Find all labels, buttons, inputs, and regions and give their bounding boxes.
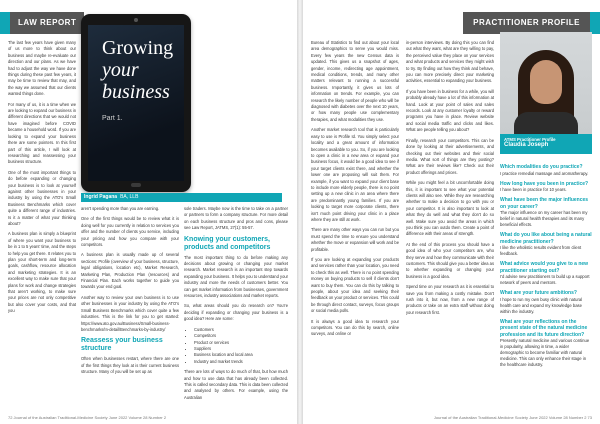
qa-question: What have been the major influences on your career? <box>500 197 589 210</box>
paragraph: A business plan is simply a blueprint of where you want your business to be in 1 to 5 years' time, and the steps to help you get there. It relates you to plan your short-term and long-term goals, cashflow, resource allocation and marketing strategies. It is an excellent way to make sure that your plans for work and change strategies that aren't working, to make sure your prices are not only competitive but also cover your costs, and that you <box>8 231 76 314</box>
photo-body <box>514 112 578 134</box>
paragraph: Spend time on your research as it is essential to save you from making a costly mistake. Don't rush into it, but now, from a new range of products or take on an extra staff without doing your research first. <box>406 284 494 315</box>
paragraph: Another market research tool that is particularly easy to use is Profile Id. You simply select your locality and a great amount of information becomes available to you. So, if you are looking to open a clinic in a new area or expand your business focus, it would be a good idea to see if your target clients exist there, and whether the lower one are proposing will suit them. For example, if you want to expand your client base to include more elderly people, there is no point setting up a new clinic in an area where there are predominantly young families. If you are looking to target more corporate clients, there isn't much point driving your clinic in a place where they are still at work. <box>311 127 399 222</box>
qa-question: How long have you been in practice? <box>500 180 589 187</box>
paragraph: It is always a good idea to research your competitors. You can do this by search, online surveys, and online or <box>311 318 399 337</box>
byline-credentials: BA, LLB <box>120 194 139 200</box>
right-column-2 <box>406 40 494 320</box>
paragraph: Bureau of Statistics to find out about your local area demographics to serve you would miss. Every few years the new Census data is updated. This gives us a snapshot of ages, gender, income, redirecting age appointment, medical conditions, trends, and many other matters relevant to running a successful business. Importantly, it gives us lots of information on trends. For example, you can research the likely number of people who will be diagnosed with diabetes over the next 10 years, or how many people use complementary therapies, and what modalities they use. <box>311 40 399 122</box>
hero-part: Part 1. <box>102 115 123 122</box>
tablet-home-button <box>131 183 141 187</box>
section-tag-label: PRACTITIONER PROFILE <box>463 12 590 34</box>
profile-qa <box>500 160 592 368</box>
qa-answer: Presently natural medicine and various continue in popularity, allowing in time, a wider demographic to become familiar with natural medicine. This can only enhance their stage in the healthcare industry. <box>500 338 590 367</box>
byline <box>81 193 282 202</box>
qa-answer: The major influence on my career has been my belief in natural health therapies and its many beneficial effects. <box>500 210 588 227</box>
qa-question: What advice would you give to a new practitioner starting out? <box>500 261 589 274</box>
list-item: • Suppliers <box>194 346 288 352</box>
paragraph: One of the first things would be to review what it is doing well for you currently in relation to services you offer and the number of clients you service, including your pricing and how you compare with your competitors. <box>81 216 179 248</box>
tag-accent-tab <box>590 12 600 34</box>
paragraph: Often when businesses restart, where there are one of the first things they look at is their current business structure. Many of you will be set up as <box>81 356 179 375</box>
section-heading: Reassess your business structure <box>81 337 163 353</box>
section-tag-practitioner-profile <box>463 12 600 34</box>
paragraph: There are lots of ways to do much of that, but how much and how to use data that has already been collected. This is called secondary data. This is data been collected and analysed by others. For example, using the Australian <box>184 369 288 400</box>
list-item: • Product or services <box>194 340 288 346</box>
paragraph: A business plan is usually made up of several sections: Profile (overview of your business, structure, legal obligations, location etc), Market Research, Marketing Plan, Production Plan (resources) and Financial Plan. Each works together to guide you towards your end goal. <box>81 252 179 290</box>
qa-answer: I'd advise new practitioners to build up a support network of peers and mentors. <box>500 274 590 285</box>
hero-title-line3: business <box>102 81 170 103</box>
hero-tablet-image <box>81 14 191 192</box>
hero-title-line2: your <box>102 59 139 81</box>
paragraph: For many of us, it is a time when we are looking to expand our business in different directions that we would not have imagined before COVID became a household word. If you are looking to expand your business there are some pointers. In this first part of this article, I will look at researching and reassessing your business structure. <box>8 101 76 165</box>
hero-title <box>102 37 173 103</box>
qa-question: Which modalities do you practice? <box>500 164 583 170</box>
qa-question: What are your future ambitions? <box>500 290 577 296</box>
section-heading: Knowing your customers, products and competitors <box>184 235 271 251</box>
paragraph: The most important thing to do before making any decisions about growing or changing your market research. Market research is an important step towards expanding your business. It helps you to understand your industry and more the needs of customers better. You can get market information from businesses, government resources, industry associations and market reports. <box>184 254 288 299</box>
paragraph: Finally, research your competitors. This can be done by looking at their advertisements, and checking out their websites and their social media. What sort of things are they posting? What are their reviews like? Check out their product offerings and prices. <box>406 137 494 175</box>
paragraph: So, what areas should you do research on? You're deciding if expanding or changing your business is a good idea? Here are some: <box>184 303 288 322</box>
list-item: • Customers <box>194 327 288 333</box>
paragraph: If you have been in business for a while, you will probably already have a lot of this information at hand. Look at your point of sales and sales records. Look at any customer loyalty or reward programs you have in place. Review website and social media traffic and clicks and likes. What are people telling you about? <box>406 88 494 133</box>
tag-accent-tab <box>0 12 10 34</box>
paragraph: One of the most important things to do before expanding or changing your business is to look at yourself against other businesses in your industry by using the ATO's Small Business Benchmarks which cover quite a different range of industries. Is it a matter of what your thinking about? <box>8 169 76 226</box>
paragraph: in-person interviews. By doing this you can find out what they want, what are they willing to pay, the perceived value they place on your services and what products and services they might wish to try. By finding out how they think and behave, you can more precisely direct your marketing activities, essential to expanding your business. <box>406 40 494 84</box>
qa-answer: I hope to run my own busy clinic with natural health care and expand my knowledge base within the industry. <box>500 296 583 314</box>
qa-answer: I like the wholistic results evident from client feedback. <box>500 245 582 256</box>
left-column-1 <box>8 40 76 319</box>
paragraph: aren't spending more than you are earning. <box>81 206 160 211</box>
section-tag-label: LAW REPORT <box>10 12 84 34</box>
paragraph: There are many other ways you can run but you must spend the time to ensure you understand whether the move or expansion will work and be profitable. <box>311 227 399 252</box>
profile-caption <box>500 134 592 154</box>
paragraph: The last few years have given many of us more to think about our business and maybe re-evaluate our direction and our plans. As we have had to adjust the way we have done things during these past few years, it may be time to review that may, and the way we assumed that our clients wanted things done. <box>8 40 76 97</box>
list-item: • Business location and local area <box>194 352 288 358</box>
qa-question: What are your reflections on the present state of the natural medicine profession and its future direction? <box>500 318 588 338</box>
list-item: • Industry and market trends <box>194 359 288 365</box>
profile-label: ATMS Practitioner Profile <box>504 137 556 142</box>
paragraph: At the end of this process you should have a good idea of who your competitors are, who they serve and how they communicate with their customers. This should give you a better idea as to whether expanding or changing your business is a good idea. <box>406 241 494 279</box>
right-column-1 <box>311 40 399 342</box>
hero-title-line1: Growing <box>102 37 174 59</box>
qa-answer: I have been in practice for 10 years. <box>500 187 567 192</box>
research-list <box>184 327 288 365</box>
paragraph: Another way to review your own business is to use other businesses in your industry by using the ATO's Small Business Benchmarks which cover quite a few industries. This is the link for you to get started: https://www.ato.gov.au/Business/Small-business-benchmarks/In-detail/Benchmarks-by-industry/ <box>81 294 179 332</box>
list-item: • Competitors <box>194 333 288 339</box>
paragraph: If you are looking at expanding your products and services rather than your location, you need to check this as well. There is no point spending money on buying products to sell if clients don't want to buy them. You can do this by talking to people, about your idea and seeking their feedback on your product or services. This could be through direct contact, surveys, focus groups or social media polls. <box>311 257 399 314</box>
photo-face <box>530 60 562 104</box>
profile-name: Claudia Joseph <box>504 142 549 148</box>
qa-question: What do you like about being a natural medicine practitioner? <box>500 232 592 245</box>
left-page <box>0 0 297 424</box>
section-tag-law-report <box>0 12 84 34</box>
qa-answer: I practice remedial massage and aromatherapy. <box>500 170 589 176</box>
byline-name: Ingrid Pagana <box>84 194 118 200</box>
left-column-2 <box>81 206 179 380</box>
practitioner-photo <box>500 32 592 134</box>
left-footer: 72 Journal of the Australian Traditional-Medicine Society June 2022 Volume 28 Number 2 <box>8 415 167 420</box>
tablet-screen <box>88 25 184 181</box>
tablet-camera <box>134 18 138 22</box>
paragraph: sole traders. Maybe now is the time to take on a partner or partners to form a company structure. For more detail on each business structure and pros and cons, please see Law Report, JATMS, 27(1): 55-57. <box>184 206 288 231</box>
right-footer: Journal of the Australian Traditional-Medicine Society June 2022 Volume 28 Number 2 73 <box>433 415 592 420</box>
left-column-3 <box>184 206 288 405</box>
paragraph: While you might feel a bit uncomfortable doing this, it is important to see what your potential clients will also see. While they are researching whether to make a decision to go with you or your competitor. It is also important to look at what they do well and what they don't do so well. Make sure you avoid the areas in which you think you can outdo them. Create a point of difference with their areas of strength. <box>406 180 494 237</box>
